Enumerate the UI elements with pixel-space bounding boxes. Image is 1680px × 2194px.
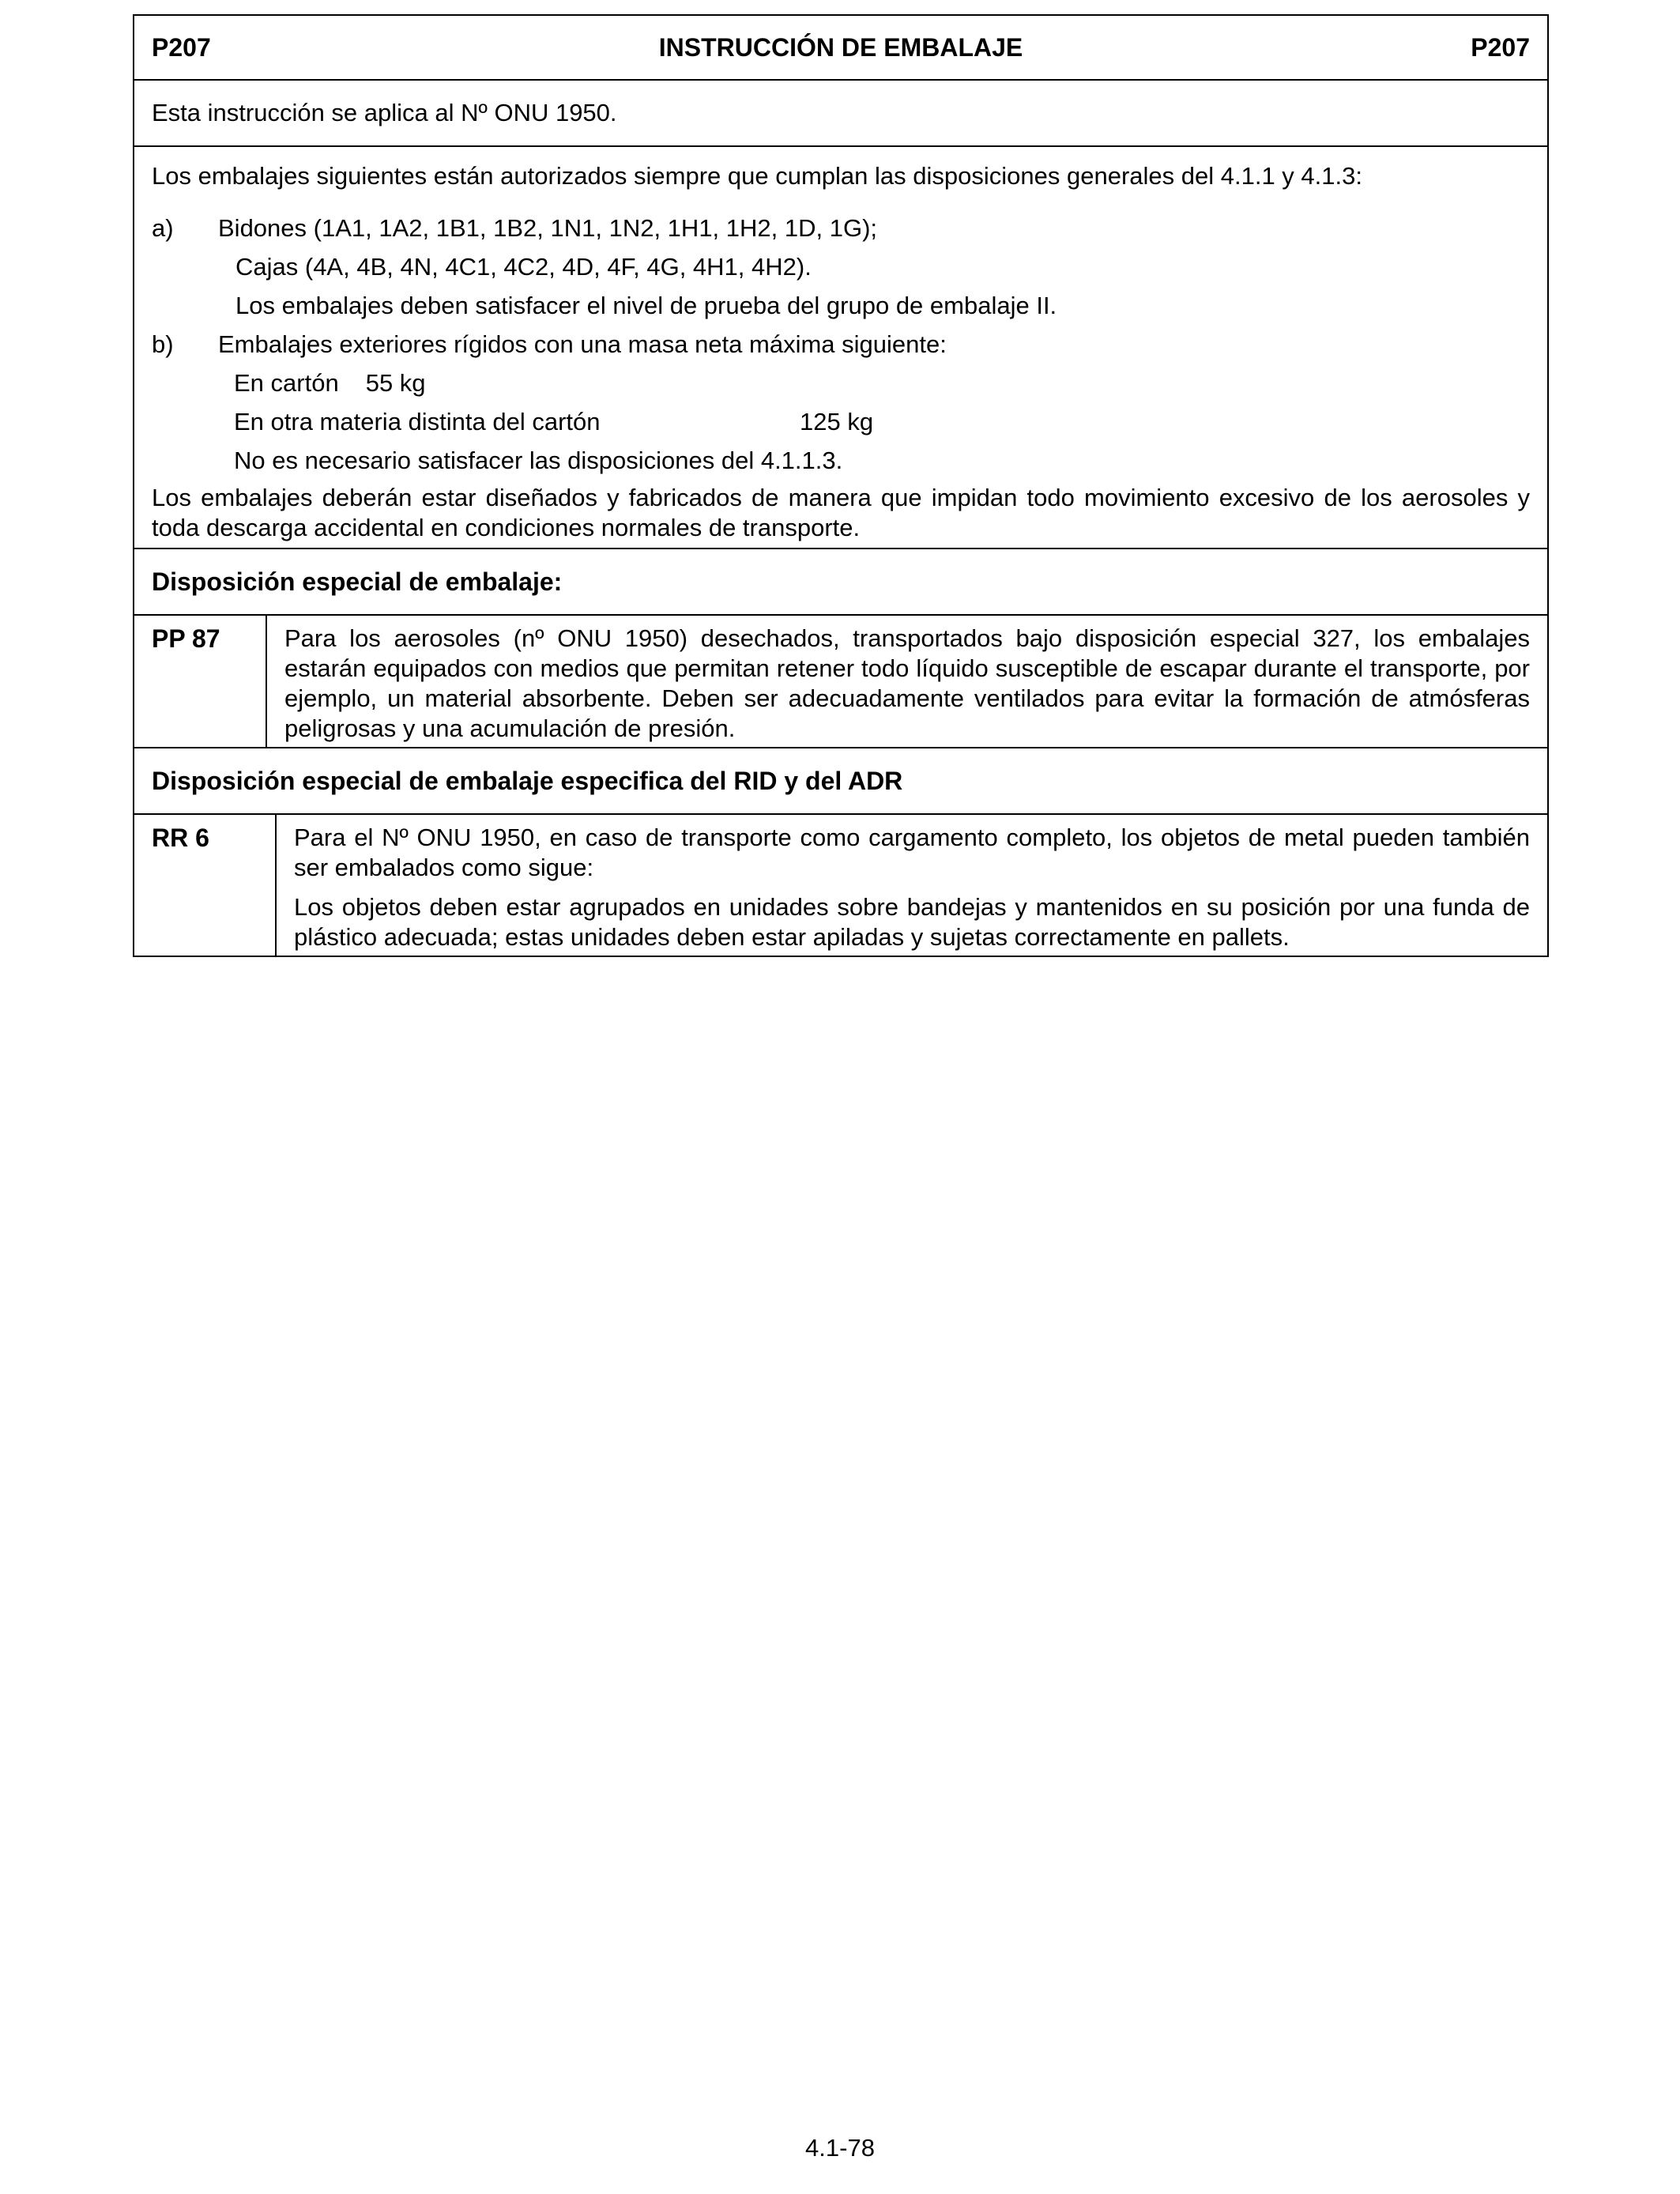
drums-line: Bidones (1A1, 1A2, 1B1, 1B2, 1N1, 1N2, 1H1, 1H2, 1D, 1G);: [218, 213, 878, 242]
mass-cardboard-label: En cartón: [234, 368, 339, 397]
rigid-outer-packagings-line: Embalajes exteriores rígidos con una masa neta máxima siguiente:: [218, 330, 947, 358]
mass-other-line: [152, 402, 1530, 441]
rid-adr-title-row: [134, 748, 1547, 815]
pp87-text: Para los aerosoles (nº ONU 1950) desechados, transportados bajo disposición especial 327, los embalajes estarán equipados con medios que permitan retener todo líquido susceptible de escapar durante el transporte, por ejemplo, un material absorbente. Deben ser adecuadamente ventilados para evitar la formación de atmósferas peligrosas y una acumulación de presión.: [284, 624, 1530, 742]
mass-cardboard-value: 55 kg: [365, 368, 426, 397]
boxes-line: Cajas (4A, 4B, 4N, 4C1, 4C2, 4D, 4F, 4G, 4H1, 4H2).: [235, 252, 812, 281]
authorized-intro: Los embalajes siguientes están autorizados siempre que cumplan las disposiciones generales del 4.1.1 y 4.1.3:: [152, 162, 1362, 190]
special-provision-title: Disposición especial de embalaje:: [152, 567, 563, 596]
mass-other-value: 125 kg: [800, 407, 874, 435]
table-header-row: [134, 16, 1547, 81]
page-number: 4.1-78: [805, 2134, 875, 2162]
rr6-text-1: Para el Nº ONU 1950, en caso de transporte como cargamento completo, los objetos de metal pueden también ser embalados como sigue:: [294, 824, 1530, 881]
list-item-a: [152, 209, 1530, 247]
design-requirement-text: Los embalajes deberán estar diseñados y fabricados de manera que impidan todo movimiento excesivo de los aerosoles y toda descarga accidental en condiciones normales de transporte.: [152, 484, 1530, 541]
mass-cardboard-line: [152, 364, 1530, 402]
pp87-row: [134, 616, 1547, 748]
packing-group-line: Los embalajes deben satisfacer el nivel de prueba del grupo de embalaje II.: [235, 291, 1057, 319]
applies-to-text: Esta instrucción se aplica al Nº ONU 1950.: [152, 99, 617, 126]
pp87-code: PP 87: [134, 616, 267, 747]
rr6-text-cell: [277, 815, 1547, 956]
packing-instruction-table: [133, 14, 1549, 957]
list-marker-a: a): [152, 213, 174, 242]
authorized-packagings-section: [134, 147, 1547, 549]
list-item-b: [152, 325, 1530, 364]
instruction-code-right: P207: [1471, 33, 1530, 62]
pp87-text-cell: [267, 616, 1547, 747]
list-marker-b: b): [152, 330, 174, 358]
applies-to-row: [134, 81, 1547, 147]
rid-adr-title: Disposición especial de embalaje especifica del RID y del ADR: [152, 767, 903, 795]
rr6-text-2: Los objetos deben estar agrupados en unidades sobre bandejas y mantenidos en su posición por una funda de plástico adecuada; estas unidades deben estar apiladas y sujetas correctamente en pallets.: [294, 893, 1530, 951]
instruction-title: INSTRUCCIÓN DE EMBALAJE: [658, 33, 1023, 62]
special-provision-title-row: [134, 549, 1547, 616]
rr6-code: RR 6: [134, 815, 277, 956]
instruction-code-left: P207: [152, 33, 211, 62]
mass-other-label: En otra materia distinta del cartón: [234, 407, 601, 435]
not-necessary-line: No es necesario satisfacer las disposiciones del 4.1.1.3.: [234, 446, 843, 474]
rr6-row: [134, 815, 1547, 956]
